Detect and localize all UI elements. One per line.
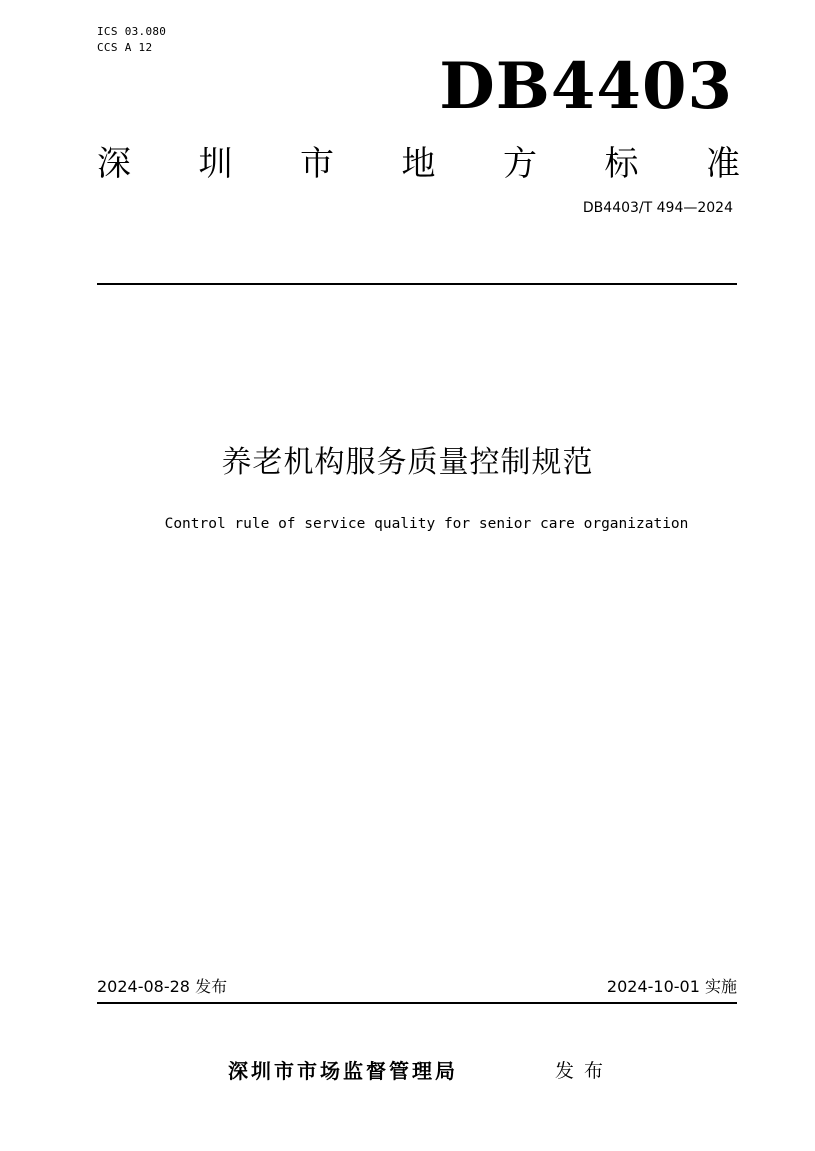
issue-date: 2024-08-28 发布 [97,977,228,996]
standard-type-char: 方 [503,144,537,184]
ccs-code: CCS A 12 [97,41,153,54]
standard-code-heading: DB4403 [439,49,733,124]
standard-type-char: 市 [300,144,334,184]
standard-type-heading [97,144,740,184]
implementation-date: 2024-10-01 实施 [606,977,737,996]
standard-type-char: 标 [604,144,639,184]
document-title-chinese: 养老机构服务质量控制规范 [221,445,594,480]
classification-codes [97,24,166,56]
publish-label: 发布 [555,1060,614,1082]
bottom-divider [97,1002,737,1004]
standard-type-char: 圳 [198,144,233,184]
ics-code: ICS 03.080 [97,25,167,38]
publisher-name: 深圳市市场监督管理局 [228,1059,458,1083]
standard-type-char: 准 [706,144,740,184]
document-title-english: Control rule of service quality for senior care organization [164,516,689,532]
standard-type-char: 深 [97,144,131,184]
standard-type-char: 地 [401,144,436,184]
top-divider [97,283,737,285]
standard-number: DB4403/T 494—2024 [582,200,733,216]
